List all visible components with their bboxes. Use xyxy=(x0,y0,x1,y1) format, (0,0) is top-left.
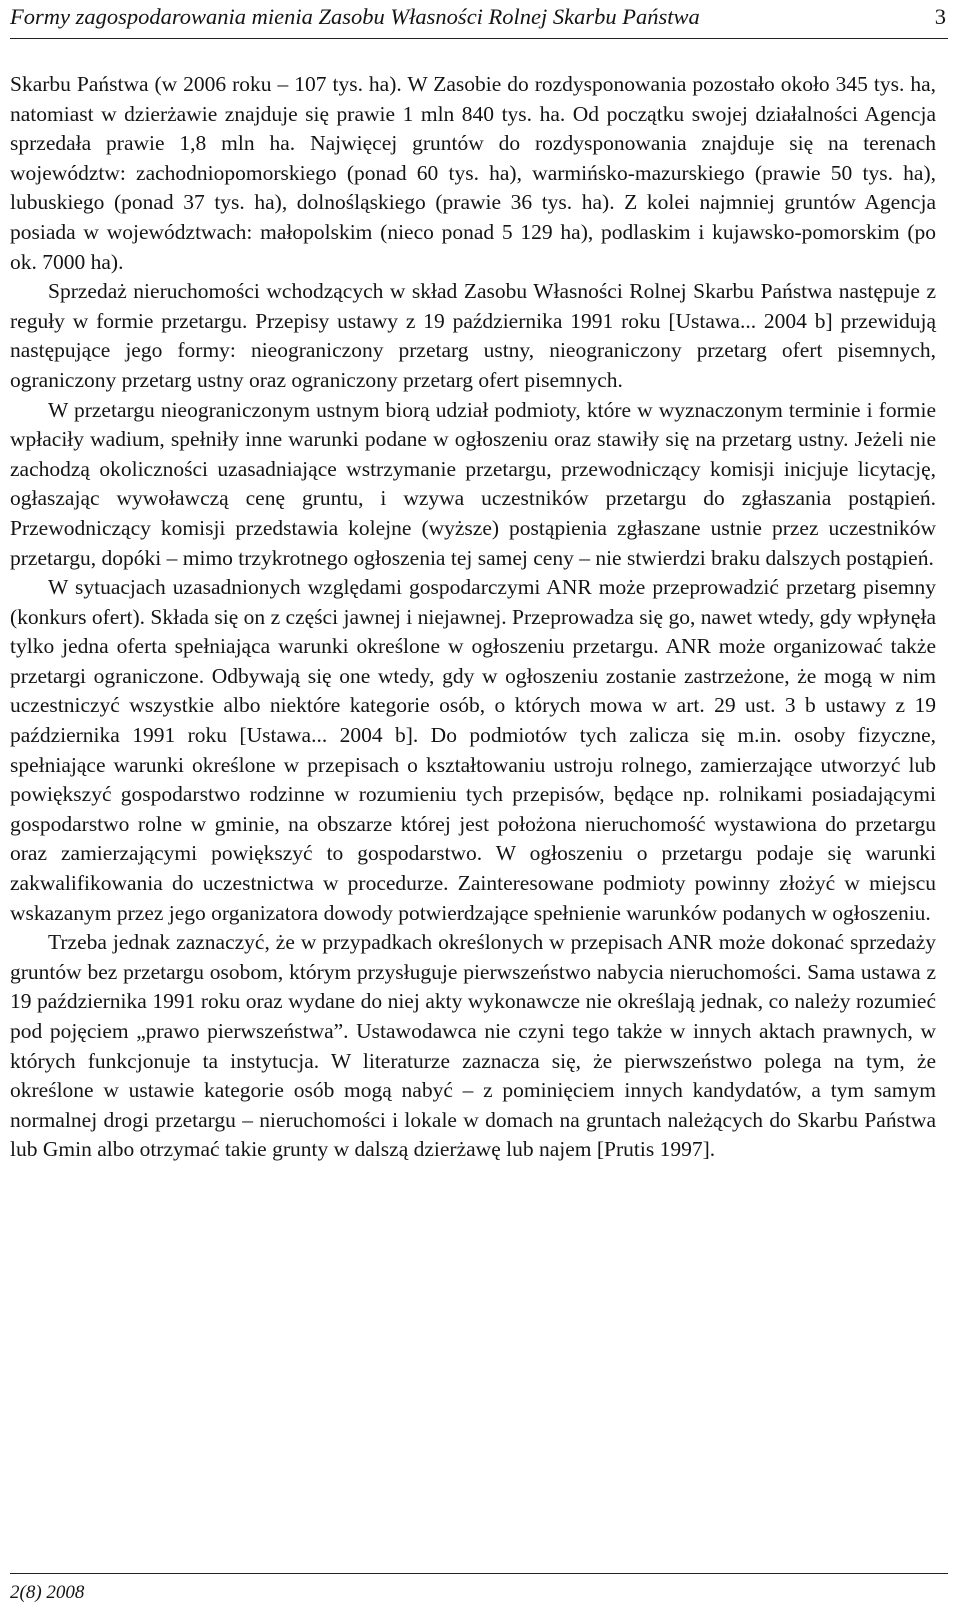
running-title: Formy zagospodarowania mienia Zasobu Własności Rolnej Skarbu Państwa xyxy=(10,4,700,29)
page-footer xyxy=(10,1573,948,1614)
page-header xyxy=(10,2,948,39)
issue-number: 2(8) 2008 xyxy=(10,1582,85,1603)
paragraph-priority-right: Trzeba jednak zaznaczyć, że w przypadkach określonych w przepisach ANR może dokonać sprzedaży gruntów bez przetargu osobom, którym przysługuje pierwszeństwo nabycia nieruchomości. Sama ustawa z 19 października 1991 roku oraz wydane do niej akty wykonawcze nie określają jednak, co należy rozumieć pod pojęciem „prawo pierwszeństwa”. Ustawodawca nie czyni tego także w innych aktach prawnych, w których funkcjonuje ta instytucja. W literaturze zaznacza się, że pierwszeństwo polega na tym, że określone w ustawie kategorie osób mogą nabyć – z pominięciem innych kandydatów, a tym samym normalnej drogi przetargu – nieruchomości i lokale w domach na gruntach należących do Skarbu Państwa lub Gmin albo otrzymać takie grunty w dalszą dzierżawę lub najem [Prutis 1997]. xyxy=(10,930,936,1162)
paragraph-continuation: Skarbu Państwa (w 2006 roku – 107 tys. ha). W Zasobie do rozdysponowania pozostało około 345 tys. ha, natomiast w dzierżawie znajduje się prawie 1 mln 840 tys. ha. Od początku swojej działalności Agencja sprzedała prawie 1,8 mln ha. Najwięcej gruntów do rozdysponowania znajduje się na terenach województw: zachodniopomorskiego (ponad 60 tys. ha), warmińsko-mazurskiego (prawie 50 tys. ha), lubuskiego (ponad 37 tys. ha), dolnośląskiego (prawie 36 tys. ha). Z kolei najmniej gruntów Agencja posiada w województwach: małopolskim (nieco ponad 5 129 ha), podlaskim i kujawsko-pomorskim (po ok. 7000 ha). xyxy=(10,72,936,274)
page-number: 3 xyxy=(934,4,946,29)
paragraph-written-tender: W sytuacjach uzasadnionych względami gospodarczymi ANR może przeprowadzić przetarg pisemny (konkurs ofert). Składa się on z części jawnej i niejawnej. Przeprowadza się go, nawet wtedy, gdy wpłynęła tylko jedna oferta spełniająca warunki określone w ogłoszeniu przetargu. ANR może organizować także przetargi ograniczone. Odbywają się one wtedy, gdy w ogłoszeniu zostanie zastrzeżone, że mogą w nim uczestniczyć wszystkie albo niektóre kategorie osób, o których mowa w art. 29 ust. 3 b ustawy z 19 października 1991 roku [Ustawa... 2004 b]. Do podmiotów tych zalicza się m.in. osoby fizyczne, spełniające warunki określone w przepisach o kształtowaniu ustroju rolnego, zamierzające utworzyć lub powiększyć gospodarstwo rodzinne w rozumieniu tych przepisów, będące np. rolnikami posiadającymi gospodarstwo rolne w gminie, na obszarze której jest położona nieruchomość wystawiona do przetargu oraz zamierzającymi powiększyć to gospodarstwo. W ogłoszeniu o przetargu podaje się warunki zakwalifikowania do uczestnictwa w procedurze. Zainteresowane podmioty powinny złożyć w miejscu wskazanym przez jego organizatora dowody potwierdzające spełnienie warunków podanych w ogłoszeniu. xyxy=(10,575,936,925)
paragraph-sale-forms: Sprzedaż nieruchomości wchodzących w skład Zasobu Własności Rolnej Skarbu Państwa następuje z reguły w formie przetargu. Przepisy ustawy z 19 października 1991 roku [Ustawa... 2004 b] przewidują następujące jego formy: nieograniczony przetarg ustny, nieograniczony przetarg ofert pisemnych, ograniczony przetarg ustny oraz ograniczony przetarg ofert pisemnych. xyxy=(10,279,936,392)
body-text xyxy=(10,70,936,1165)
paragraph-oral-tender: W przetargu nieograniczonym ustnym biorą udział podmioty, które w wyznaczonym terminie i formie wpłaciły wadium, spełniły inne warunki podane w ogłoszeniu oraz stawiły się na przetarg ustny. Jeżeli nie zachodzą okoliczności uzasadniające wstrzymanie przetargu, przewodniczący komisji inicjuje licytację, ogłaszając wywoławczą cenę gruntu, i wzywa uczestników przetargu do zgłaszania postąpień. Przewodniczący komisji przedstawia kolejne (wyższe) postąpienia zgłaszane ustnie przez uczestników przetargu, dopóki – mimo trzykrotnego ogłoszenia tej samej ceny – nie stwierdzi braku dalszych postąpień. xyxy=(10,397,936,570)
